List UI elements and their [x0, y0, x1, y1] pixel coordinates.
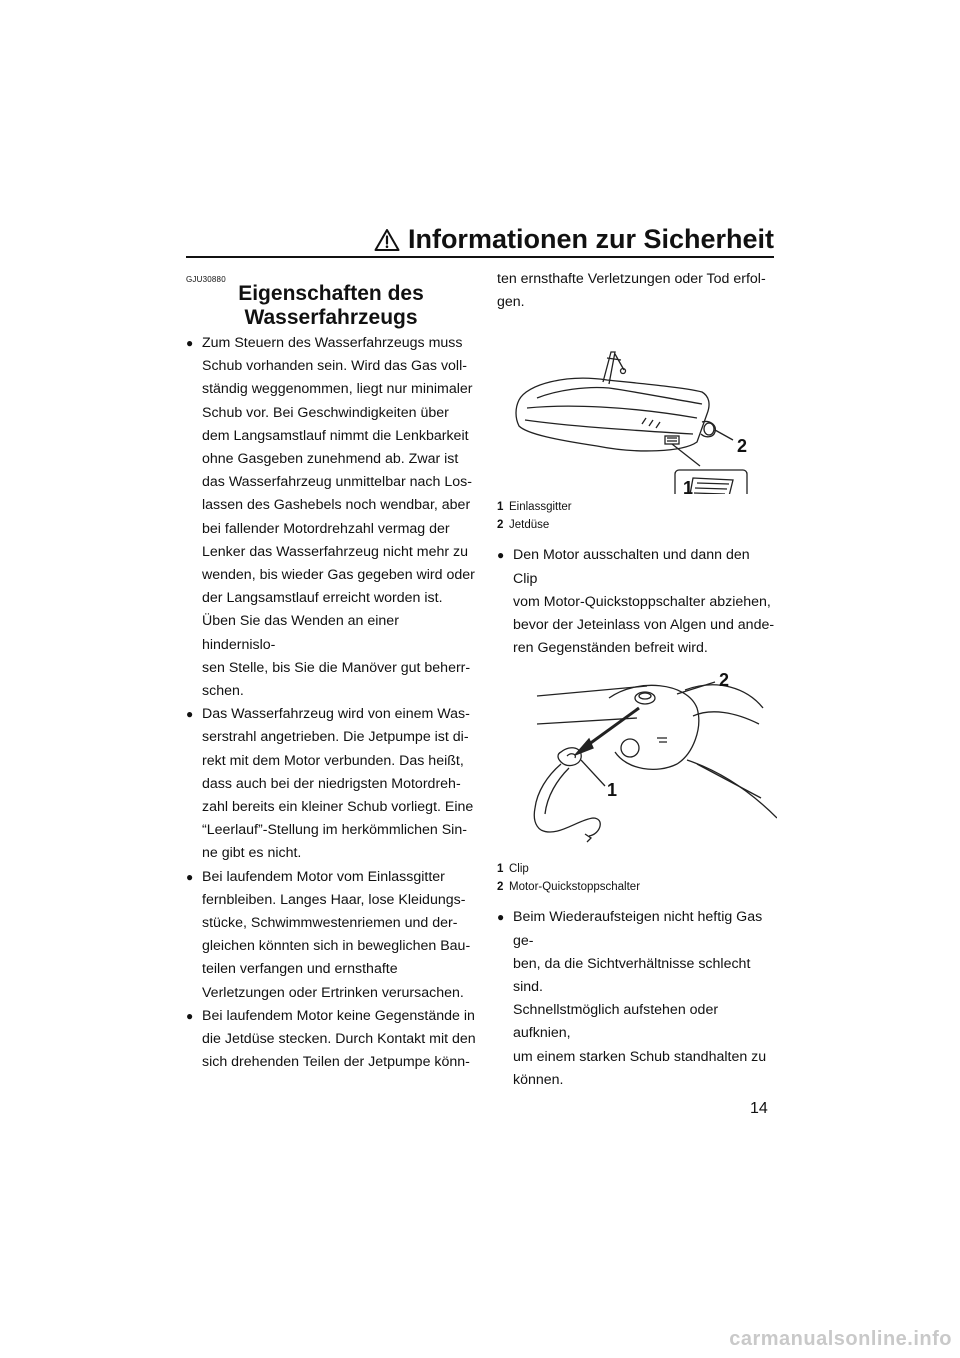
stop-switch-illustration	[497, 668, 777, 856]
section-title-line-2: Wasserfahrzeugs	[244, 306, 418, 329]
bullet-jet-nozzle: ● Bei laufendem Motor keine Gegenstände in die Jetdüse stecken. Durch Kontakt mit den sich drehenden Teilen der Jetpumpe könn-	[186, 1005, 476, 1075]
section-title-line-1: Eigenschaften des	[238, 282, 424, 305]
left-column	[186, 332, 476, 1075]
header-title: Informationen zur Sicherheit	[407, 224, 774, 254]
bullet-dot-icon: ●	[186, 869, 194, 884]
bullet-dot-icon: ●	[497, 548, 505, 563]
figure-stop-switch-captions	[497, 860, 777, 896]
callout-1: 1	[607, 780, 618, 801]
watercraft-illustration	[497, 322, 777, 494]
bullet-engine-off-clip: ● Den Motor ausschalten und dann den Clip vom Motor-Quickstoppschalter abziehen, bevor der Jeteinlass von Algen und ande- ren Gegenständen befreit wird.	[497, 544, 777, 660]
section-title	[186, 282, 476, 330]
right-column	[497, 268, 777, 1092]
figure-stop-switch	[497, 668, 777, 896]
bullet-steering: ● Zum Steuern des Wasserfahrzeugs muss Schub vorhanden sein. Wird das Gas voll- ständig weggenommen, liegt nur minimaler Schub vor. Bei Geschwindigkeiten über dem Langsamstlauf nimmt die Lenkbarkeit ohne Gasgeben zunehmend ab. Zwar ist das Wasserfahrzeug unmittelbar nach Los- lassen des Gashebels noch wendbar, aber bei fallender Motordrehzahl vermag der Lenker das Wasserfahrzeug nicht mehr zu wenden, bis wieder Gas gegeben wird oder der Langsamstlauf erreicht worden ist. Üben Sie das Wenden an einer hindernislo- sen Stelle, bis Sie die Manöver gut beherr- schen.	[186, 332, 476, 703]
watermark: carmanualsonline.info	[729, 1328, 952, 1350]
callout-1: 1	[683, 478, 694, 495]
bullet-dot-icon: ●	[497, 910, 505, 925]
caption-item: 2 Jetdüse	[497, 519, 550, 532]
bullet-reboarding: ● Beim Wiederaufsteigen nicht heftig Gas ge- ben, da die Sichtverhältnisse schlecht sind. Schnellstmöglich aufstehen oder aufknien, um einem starken Schub standhalten zu können.	[497, 906, 777, 1092]
bullet-dot-icon: ●	[186, 1008, 194, 1023]
figure-watercraft-captions	[497, 498, 777, 534]
caption-item: 2 Motor-Quickstoppschalter	[497, 881, 641, 894]
bullet-dot-icon: ●	[186, 336, 194, 350]
warning-triangle-icon	[374, 228, 400, 252]
callout-2: 2	[719, 670, 730, 691]
figure-watercraft	[497, 322, 777, 534]
bullet-jet-propulsion: ● Das Wasserfahrzeug wird von einem Was- serstrahl angetrieben. Die Jetpumpe ist di- rekt mit dem Motor verbunden. Das heißt, dass auch bei der niedrigsten Motordreh- zahl bereits ein kleiner Schub vorliegt. Eine “Leerlauf”-Stellung im herkömmlichen Sin- ne gibt es nicht.	[186, 703, 476, 865]
page-header	[186, 222, 774, 258]
continuation-text: ten ernsthafte Verletzungen oder Tod erfol- gen.	[497, 271, 766, 311]
doc-code: GJU30880	[186, 275, 226, 284]
header-title-wrap	[374, 224, 774, 255]
page-number: 14	[750, 1100, 768, 1117]
caption-item: 1 Einlassgitter	[497, 501, 572, 514]
caption-item: 1 Clip	[497, 863, 529, 876]
bullet-dot-icon: ●	[186, 707, 194, 722]
callout-2: 2	[737, 436, 748, 457]
bullet-intake-grate: ● Bei laufendem Motor vom Einlassgitter fernbleiben. Langes Haar, lose Kleidungs- stücke, Schwimmwestenriemen und der- gleichen könnten sich in beweglichen Bau- teilen verfangen und ernsthafte Verletzungen oder Ertrinken verursachen.	[186, 866, 476, 1005]
